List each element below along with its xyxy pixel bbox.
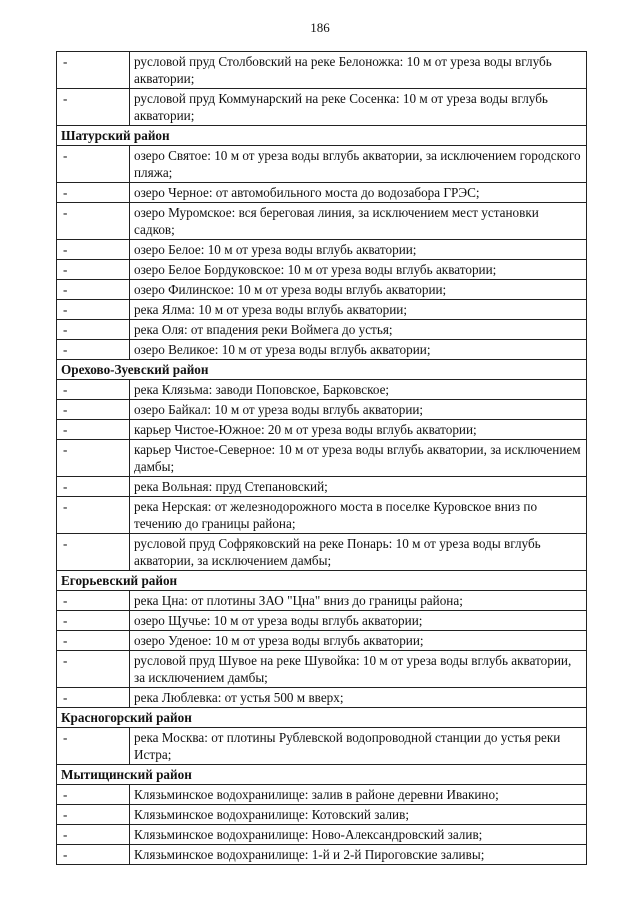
- row-text: река Оля: от впадения реки Воймега до устья;: [130, 320, 587, 340]
- table-row: [57, 631, 587, 651]
- row-text: озеро Черное: от автомобильного моста до водозабора ГРЭС;: [130, 183, 587, 203]
- row-text: русловой пруд Столбовский на реке Белоножка: 10 м от уреза воды вглубь акватории;: [130, 52, 587, 89]
- row-marker: -: [57, 320, 130, 340]
- row-text: русловой пруд Коммунарский на реке Сосенка: 10 м от уреза воды вглубь акватории;: [130, 89, 587, 126]
- table-row: [57, 651, 587, 688]
- table-row: [57, 380, 587, 400]
- table-row: [57, 89, 587, 126]
- table-row: [57, 340, 587, 360]
- table-row: [57, 320, 587, 340]
- row-text: река Цна: от плотины ЗАО "Цна" вниз до границы района;: [130, 591, 587, 611]
- section-title: Егорьевский район: [57, 571, 587, 591]
- row-marker: -: [57, 203, 130, 240]
- row-text: русловой пруд Шувое на реке Шувойка: 10 м от уреза воды вглубь акватории, за исключением дамбы;: [130, 651, 587, 688]
- row-marker: -: [57, 651, 130, 688]
- row-marker: -: [57, 300, 130, 320]
- table-row: [57, 497, 587, 534]
- section-header-row: [57, 708, 587, 728]
- row-text: озеро Филинское: 10 м от уреза воды вглубь акватории;: [130, 280, 587, 300]
- row-marker: -: [57, 631, 130, 651]
- row-marker: -: [57, 280, 130, 300]
- row-marker: -: [57, 497, 130, 534]
- table-row: [57, 183, 587, 203]
- section-title: Мытищинский район: [57, 765, 587, 785]
- row-text: озеро Белое: 10 м от уреза воды вглубь акватории;: [130, 240, 587, 260]
- table-row: [57, 240, 587, 260]
- table-row: [57, 785, 587, 805]
- row-text: озеро Муромское: вся береговая линия, за исключением мест установки садков;: [130, 203, 587, 240]
- row-marker: -: [57, 477, 130, 497]
- row-text: река Нерская: от железнодорожного моста в поселке Куровское вниз по течению до границы района;: [130, 497, 587, 534]
- section-title: Красногорский район: [57, 708, 587, 728]
- row-marker: -: [57, 440, 130, 477]
- table-row: [57, 260, 587, 280]
- row-marker: -: [57, 688, 130, 708]
- page-number: 186: [310, 20, 330, 35]
- row-text: озеро Щучье: 10 м от уреза воды вглубь акватории;: [130, 611, 587, 631]
- row-text: русловой пруд Софряковский на реке Понарь: 10 м от уреза воды вглубь акватории, за исключением дамбы;: [130, 534, 587, 571]
- row-text: Клязьминское водохранилище: Ново-Александровский залив;: [130, 825, 587, 845]
- section-title: Шатурский район: [57, 126, 587, 146]
- row-marker: -: [57, 400, 130, 420]
- row-text: озеро Байкал: 10 м от уреза воды вглубь акватории;: [130, 400, 587, 420]
- row-marker: -: [57, 591, 130, 611]
- row-marker: -: [57, 146, 130, 183]
- row-marker: -: [57, 240, 130, 260]
- row-marker: -: [57, 380, 130, 400]
- table-row: [57, 534, 587, 571]
- row-text: река Люблевка: от устья 500 м вверх;: [130, 688, 587, 708]
- row-text: Клязьминское водохранилище: залив в районе деревни Ивакино;: [130, 785, 587, 805]
- row-marker: -: [57, 52, 130, 89]
- section-title: Орехово-Зуевский район: [57, 360, 587, 380]
- row-text: карьер Чистое-Южное: 20 м от уреза воды вглубь акватории;: [130, 420, 587, 440]
- table-row: [57, 805, 587, 825]
- row-marker: -: [57, 183, 130, 203]
- table-row: [57, 420, 587, 440]
- row-text: река Клязьма: заводи Поповское, Барковское;: [130, 380, 587, 400]
- table-row: [57, 688, 587, 708]
- row-marker: -: [57, 260, 130, 280]
- table-row: [57, 440, 587, 477]
- table-row: [57, 300, 587, 320]
- section-header-row: [57, 360, 587, 380]
- row-marker: -: [57, 340, 130, 360]
- table-row: [57, 825, 587, 845]
- row-text: озеро Великое: 10 м от уреза воды вглубь акватории;: [130, 340, 587, 360]
- row-text: озеро Уденое: 10 м от уреза воды вглубь акватории;: [130, 631, 587, 651]
- row-marker: -: [57, 785, 130, 805]
- row-marker: -: [57, 420, 130, 440]
- table-row: [57, 845, 587, 865]
- row-text: озеро Белое Бордуковское: 10 м от уреза воды вглубь акватории;: [130, 260, 587, 280]
- row-text: карьер Чистое-Северное: 10 м от уреза воды вглубь акватории, за исключением дамбы;: [130, 440, 587, 477]
- table-row: [57, 203, 587, 240]
- section-header-row: [57, 765, 587, 785]
- table-row: [57, 400, 587, 420]
- row-text: Клязьминское водохранилище: Котовский залив;: [130, 805, 587, 825]
- table-body: [57, 52, 587, 865]
- table-row: [57, 280, 587, 300]
- row-text: река Вольная: пруд Степановский;: [130, 477, 587, 497]
- row-text: озеро Святое: 10 м от уреза воды вглубь акватории, за исключением городского пляжа;: [130, 146, 587, 183]
- section-header-row: [57, 571, 587, 591]
- row-marker: -: [57, 611, 130, 631]
- table-row: [57, 52, 587, 89]
- row-marker: -: [57, 89, 130, 126]
- table-row: [57, 728, 587, 765]
- section-header-row: [57, 126, 587, 146]
- row-text: река Ялма: 10 м от уреза воды вглубь акватории;: [130, 300, 587, 320]
- row-marker: -: [57, 805, 130, 825]
- row-marker: -: [57, 534, 130, 571]
- row-text: Клязьминское водохранилище: 1-й и 2-й Пироговские заливы;: [130, 845, 587, 865]
- regulation-table: [56, 51, 587, 865]
- row-marker: -: [57, 825, 130, 845]
- table-row: [57, 477, 587, 497]
- row-marker: -: [57, 728, 130, 765]
- table-row: [57, 591, 587, 611]
- row-marker: -: [57, 845, 130, 865]
- table-row: [57, 611, 587, 631]
- row-text: река Москва: от плотины Рублевской водопроводной станции до устья реки Истра;: [130, 728, 587, 765]
- table-row: [57, 146, 587, 183]
